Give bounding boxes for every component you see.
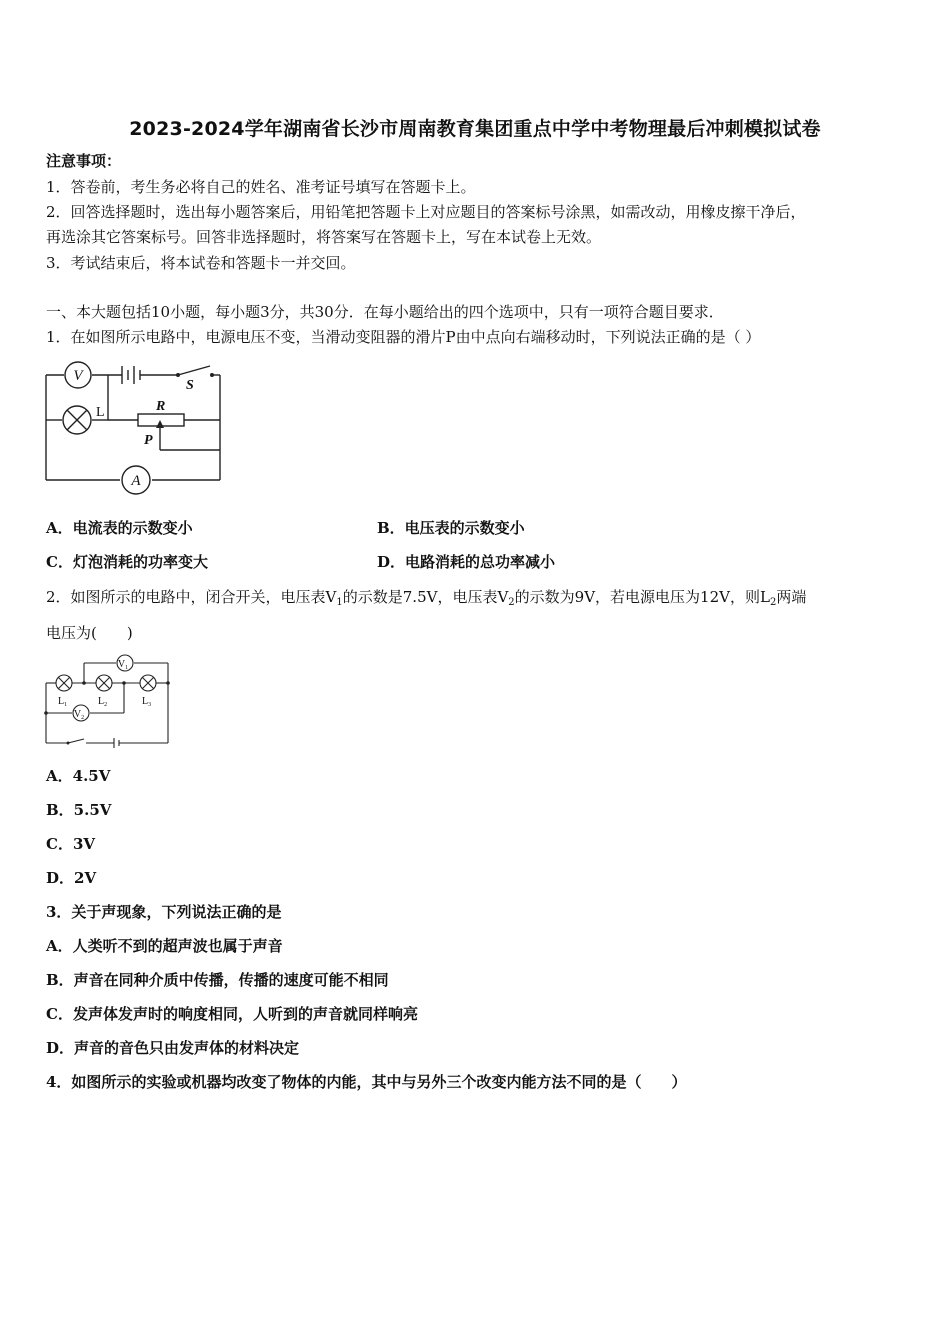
q2-l1-label: L: [58, 696, 65, 707]
q2-lamp-l1: [56, 675, 72, 691]
notice-item: 2．回答选择题时，选出每小题答案后，用铅笔把答题卡上对应题目的答案标号涂黑，如需改动，用橡皮擦干净后，: [46, 203, 806, 221]
q1-circuit-diagram: [40, 358, 240, 498]
q2-v1-sub: 1: [125, 665, 129, 671]
q2-stem-sub: 2: [769, 597, 777, 608]
svg-text:L2: [98, 696, 107, 708]
notice-item: 1．答卷前，考生务必将自己的姓名、准考证号填写在答题卡上。: [46, 178, 476, 196]
q2-stem-line2: 电压为( ): [46, 624, 133, 642]
q3-option-b[interactable]: B．声音在同种介质中传播，传播的速度可能不相同: [46, 971, 389, 989]
q2-option-c[interactable]: C．3V: [46, 835, 96, 853]
q1-rheostat-label: R: [156, 399, 166, 414]
svg-text:L1: [58, 696, 67, 708]
notice-item: 再选涂其它答案标号。回答非选择题时，将答案写在答题卡上，写在本试卷上无效。: [46, 228, 602, 246]
q2-l2-label: L: [98, 696, 105, 707]
q2-lamp-l3: [140, 675, 156, 691]
q1-option-c[interactable]: C．灯泡消耗的功率变大: [46, 553, 208, 571]
q2-l2-sub: 2: [104, 702, 108, 708]
q2-option-d[interactable]: D．2V: [46, 869, 97, 887]
q1-lamp-label: L: [96, 405, 105, 420]
q2-l3-sub: 3: [148, 702, 152, 708]
q2-option-b[interactable]: B．5.5V: [46, 801, 112, 819]
q1-option-d[interactable]: D．电路消耗的总功率减小: [377, 553, 556, 571]
q2-stem-part: 的示数是7.5V，电压表V: [342, 588, 509, 606]
notice-heading: 注意事项：: [46, 152, 122, 170]
q2-stem-sub: 1: [336, 597, 343, 608]
q1-stem: 1．在如图所示电路中，电源电压不变，当滑动变阻器的滑片P由中点向右端移动时，下列说法正确的是（ ）: [46, 328, 761, 346]
q1-slider-label: P: [144, 433, 153, 448]
q2-stem-part: 的示数为9V，若电源电压为12V，则L: [514, 588, 770, 606]
q3-stem: 3．关于声现象，下列说法正确的是: [46, 903, 282, 921]
page-title: 2023-2024学年湖南省长沙市周南教育集团重点中学中考物理最后冲刺模拟试卷: [129, 118, 821, 140]
q2-stem-part: 两端: [776, 588, 807, 606]
q3-option-d[interactable]: D．声音的音色只由发声体的材料决定: [46, 1039, 300, 1057]
q3-option-a[interactable]: A．人类听不到的超声波也属于声音: [46, 937, 283, 955]
q3-option-c[interactable]: C．发声体发声时的响度相同，人听到的声音就同样响亮: [46, 1005, 418, 1023]
q2-stem: [46, 587, 806, 613]
q1-option-a[interactable]: A．电流表的示数变小: [46, 519, 193, 537]
q2-l3-label: L: [142, 696, 149, 707]
q2-circuit-diagram: [40, 653, 175, 748]
q4-stem: 4．如图所示的实验或机器均改变了物体的内能，其中与另外三个改变内能方法不同的是（ ）: [46, 1073, 687, 1091]
q1-switch-label: S: [186, 378, 194, 393]
svg-text:L3: [142, 696, 151, 708]
q2-v1-label: V: [117, 659, 126, 670]
q2-lamp-l2: [96, 675, 112, 691]
q1-voltmeter-label: V: [73, 368, 83, 384]
q2-stem-sub: 2: [508, 597, 515, 608]
q2-v2-sub: 2: [81, 715, 85, 721]
q2-v2-label: V: [73, 709, 82, 720]
notice-item: 3．考试结束后，将本试卷和答题卡一并交回。: [46, 254, 356, 272]
q2-option-a[interactable]: A．4.5V: [46, 767, 111, 785]
q1-option-b[interactable]: B．电压表的示数变小: [377, 519, 525, 537]
q2-l1-sub: 1: [64, 702, 68, 708]
section-heading: 一、本大题包括10小题，每小题3分，共30分．在每小题给出的四个选项中，只有一项符合题目要求．: [46, 303, 724, 321]
q2-stem-part: 2．如图所示的电路中，闭合开关，电压表V: [46, 588, 337, 606]
q1-ammeter-label: A: [131, 473, 141, 489]
